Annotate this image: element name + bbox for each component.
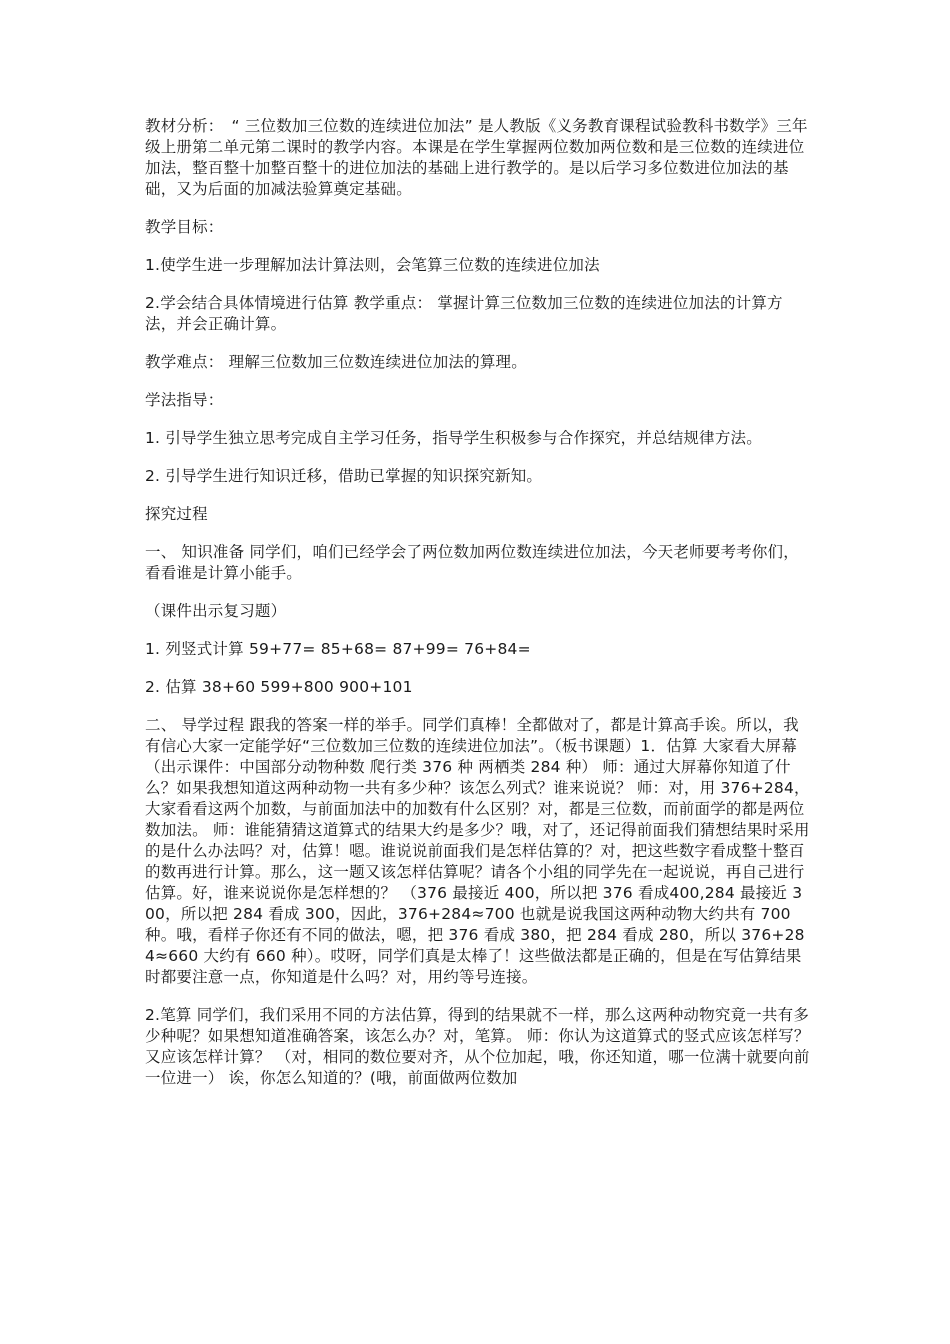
- paragraph-material-analysis: 教材分析： “ 三位数加三位数的连续进位加法” 是人教版《义务教育课程试验教科书数学》三年级上册第二单元第二课时的教学内容。本课是在学生掌握两位数加两位数和是三位数的连续进位加法，整百整十加整百整十的进位加法的基础上进行教学的。是以后学习多位数进位加法的基础，又为后面的加减法验算奠定基础。: [145, 117, 808, 198]
- paragraph-method-1: 1. 引导学生独立思考完成自主学习任务，指导学生积极参与合作探究，并总结规律方法。: [145, 429, 762, 447]
- paragraph-knowledge-prep: 一、 知识准备 同学们，咱们已经学会了两位数加两位数连续进位加法，今天老师要考考你们，看看谁是计算小能手。: [145, 543, 799, 582]
- paragraph-difficulty: 教学难点： 理解三位数加三位数连续进位加法的算理。: [145, 353, 527, 371]
- paragraph-vertical-calc: 1. 列竖式计算 59+77= 85+68= 87+99= 76+84=: [145, 640, 531, 658]
- paragraph-guided-process: 二、 导学过程 跟我的答案一样的举手。同学们真棒！全都做对了，都是计算高手诶。所以，我有信心大家一定能学好“三位数加三位数的连续进位加法”。（板书课题）1．估算 大家看大屏幕（出示课件：中国部分动物种数 爬行类 376 种 两栖类 284 种） 师：通过大屏幕你知道了什么？如果我想知道这两种动物一共有多少种？该怎么列式？谁来说说？ 师：对，用 376+284，大家看看这两个加数，与前面加法中的加数有什么区别？对，都是三位数，而前面学的都是两位数加法。 师：谁能猜猜这道算式的结果大约是多少？哦，对了，还记得前面我们猜想结果时采用的是什么办法吗？对，估算！嗯。谁说说前面我们是怎样估算的？对，把这些数字看成整十整百的数再进行计算。那么，这一题又该怎样估算呢？请各个小组的同学先在一起说说，再自己进行估算。好，谁来说说你是怎样想的？ （376 最接近 400，所以把 376 看成400,284 最接近 300，所以把 284 看成 300，因此，376+284≈700 也就是说我国这两种动物大约共有 700 种。哦，看样子你还有不同的做法，嗯，把 376 看成 380，把 284 看成 280，所以 376+284≈660 大约有 660 种）。哎呀，同学们真是太棒了！这些做法都是正确的，但是在写估算结果时都要注意一点，你知道是什么吗？对，用约等号连接。: [145, 716, 810, 986]
- paragraph-teaching-goals-heading: 教学目标：: [145, 218, 224, 236]
- paragraph-review-note: （课件出示复习题）: [145, 602, 287, 620]
- paragraph-method-guidance-heading: 学法指导：: [145, 391, 224, 409]
- paragraph-estimation: 2. 估算 38+60 599+800 900+101: [145, 678, 413, 696]
- paragraph-written-calc: 2.笔算 同学们，我们采用不同的方法估算，得到的结果就不一样，那么这两种动物究竟一共有多少种呢？如果想知道准确答案，该怎么办？对，笔算。 师：你认为这道算式的竖式应该怎样写？又应该怎样计算？ （对，相同的数位要对齐，从个位加起，哦，你还知道，哪一位满十就要向前一位进一） 诶，你怎么知道的？(哦，前面做两位数加: [145, 1006, 810, 1087]
- document-body: [145, 116, 810, 1106]
- paragraph-goal-1: 1.使学生进一步理解加法计算法则，会笔算三位数的连续进位加法: [145, 256, 600, 274]
- paragraph-goal-2-key-point: 2.学会结合具体情境进行估算 教学重点： 掌握计算三位数加三位数的连续进位加法的计算方法，并会正确计算。: [145, 294, 783, 333]
- paragraph-process-heading: 探究过程: [145, 505, 208, 523]
- paragraph-method-2: 2. 引导学生进行知识迁移，借助已掌握的知识探究新知。: [145, 467, 543, 485]
